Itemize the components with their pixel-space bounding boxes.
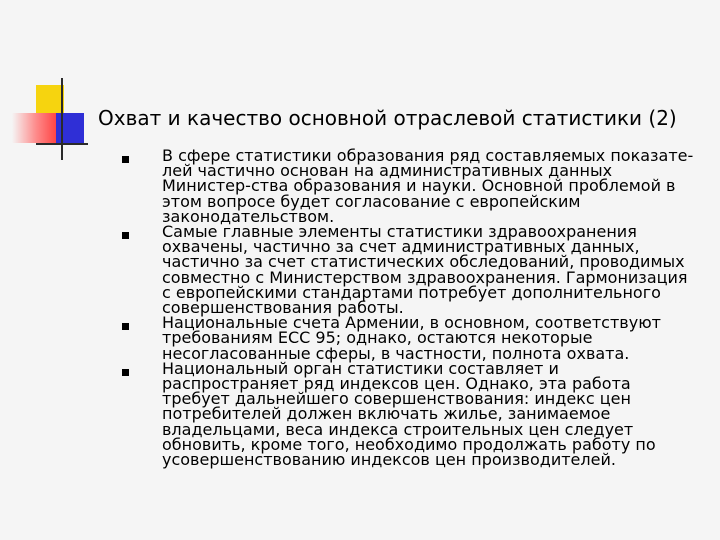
bullet-square-icon: [122, 369, 129, 376]
bullet-text: Национальные счета Армении, в основном, соответствуют требованиям ЕСС 95; однако, остаются некоторые несогласованные сферы, в частности, полнота охвата.: [162, 313, 661, 363]
bullet-square-icon: [122, 323, 129, 330]
bullet-item: [118, 148, 698, 224]
bullet-item: [118, 222, 698, 318]
decorative-logo: [0, 0, 100, 170]
bullet-list: [118, 146, 698, 470]
bullet-square-icon: [122, 232, 129, 239]
logo-red-square: [12, 113, 56, 143]
bullet-item: [118, 315, 698, 361]
logo-yellow-square: [36, 85, 64, 113]
logo-horizontal-line: [36, 143, 88, 145]
logo-vertical-line: [61, 78, 63, 160]
bullet-item: [118, 358, 698, 470]
bullet-text: Национальный орган статистики составляет и распространяет ряд индексов цен. Однако, эта работа требует дальнейшего совершенствования: индекс цен потребителей должен включать жилье, занимаемое владельцами, веса индекса строительных цен следует обновить, кроме того, необходимо продолжать работу по усовершенствованию индексов цен производителей.: [162, 358, 656, 470]
bullet-text: Самые главные элементы статистики здравоохранения охвачены, частично за счет административных данных, частично за счет статистических обследований, проводимых совместно с Министерством здравоохранения. Гармонизация с европейскими стандартами потребует дополнительного совершенствования работы.: [162, 222, 688, 318]
slide-title: Охват и качество основной отраслевой статистики (2): [98, 106, 677, 130]
bullet-square-icon: [122, 156, 129, 163]
bullet-text: В сфере статистики образования ряд составляемых показате-лей частично основан на административных данных Министер-ства образования и науки. Основной проблемой в этом вопросе будет согласование с европейским законодательством.: [162, 146, 694, 226]
